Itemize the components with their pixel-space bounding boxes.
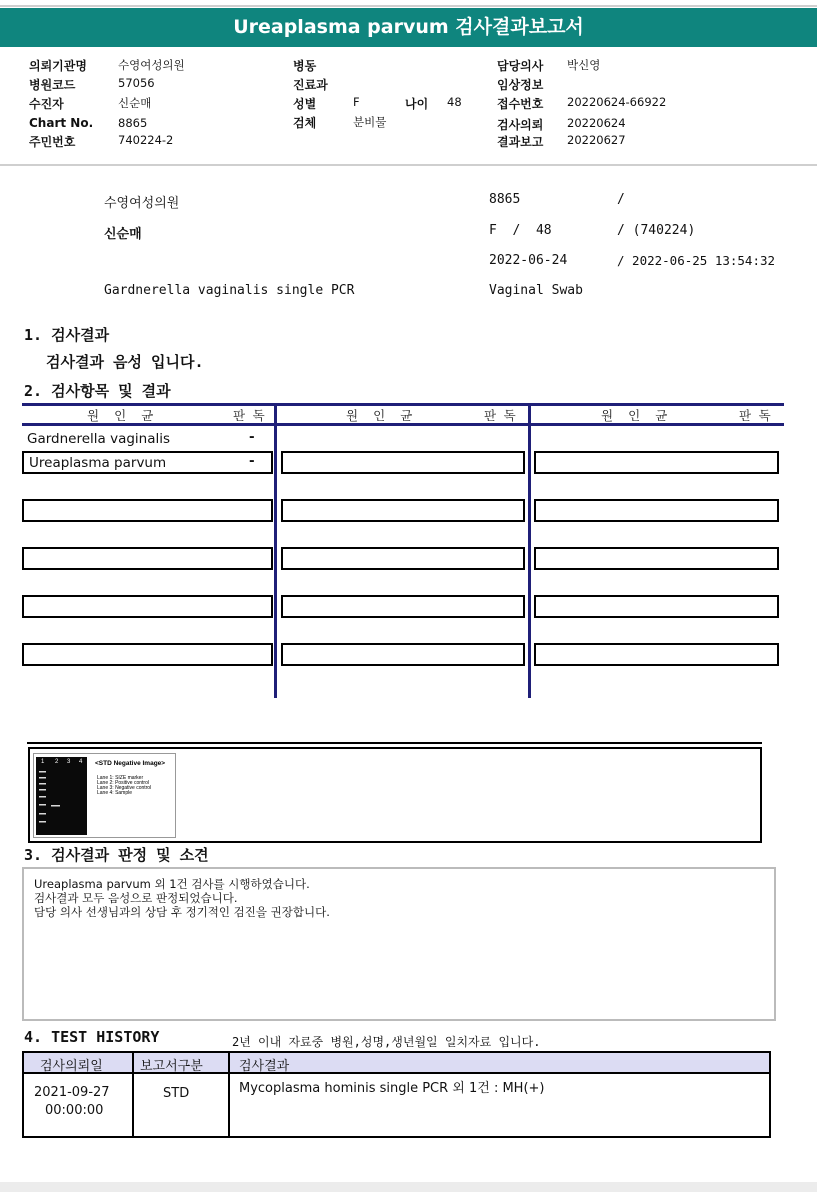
history-result: Mycoplasma hominis single PCR 외 1건 : MH(+) [239, 1081, 545, 1096]
history-table-header [24, 1053, 769, 1074]
info-chart: 8865 [489, 192, 521, 207]
image-divider [27, 742, 762, 744]
gel-bands [36, 757, 87, 835]
info-date-received: 2022-06-24 [489, 253, 568, 268]
gel-lane-4: 4 [79, 759, 83, 765]
result-cell [22, 643, 273, 666]
info-specimen: Vaginal Swab [489, 283, 583, 298]
age-label: 나이 [405, 97, 429, 111]
sex-label: 성별 [293, 97, 317, 111]
section3-heading: 3. 검사결과 판정 및 소견 [24, 846, 209, 864]
doctor-label: 담당의사 [497, 59, 544, 73]
history-col-result: 검사결과 [239, 1059, 290, 1074]
clinic-name-label: 의뢰기관명 [29, 59, 87, 73]
history-date: 2021-09-27 [34, 1085, 110, 1100]
history-col-date: 검사의뢰일 [40, 1059, 103, 1074]
col-organism-1: 원 인 균 [87, 408, 154, 423]
info-clinic: 수영여성의원 [104, 196, 180, 211]
result-cell [534, 643, 779, 666]
grid-divider-1 [274, 403, 277, 698]
col-reading-1: 판 독 [233, 408, 265, 423]
patient-value: 신순매 [118, 96, 152, 110]
report-date-value: 20220627 [567, 133, 626, 147]
history-col-type: 보고서구분 [140, 1059, 203, 1074]
info-test-name: Gardnerella vaginalis single PCR [104, 283, 355, 298]
gel-lane-1: 1 [41, 759, 45, 765]
request-date-label: 검사의뢰 [497, 118, 544, 132]
gel-legend-3: Lane 3: Negative control [97, 785, 152, 791]
history-divider-1 [132, 1053, 134, 1137]
result-cell [281, 595, 525, 618]
header-divider [0, 164, 817, 166]
receipt-no-label: 접수번호 [497, 97, 544, 111]
opinion-line: 담당 의사 선생님과의 상담 후 정기적인 검진을 권장합니다. [34, 905, 330, 919]
info-date-reported: / 2022-06-25 13:54:32 [617, 253, 776, 268]
info-patient-name: 신순매 [104, 227, 142, 242]
gel-legend-1: Lane 1: SIZE marker [97, 775, 144, 781]
section4-heading: 4. TEST HISTORY [24, 1028, 160, 1046]
result-cell [534, 499, 779, 522]
organism-gardnerella: Gardnerella vaginalis [27, 431, 171, 447]
clinical-info-label: 임상정보 [497, 78, 544, 92]
gel-legend-4: Lane 4: Sample [97, 790, 133, 796]
grid-divider-2 [528, 403, 531, 698]
resident-no-value: 740224-2 [118, 133, 174, 147]
report-date-label: 결과보고 [497, 135, 544, 149]
hospital-code-value: 57056 [118, 76, 155, 90]
info-resident: / (740224) [617, 223, 696, 238]
ward-label: 병동 [293, 59, 317, 73]
gel-lanes [36, 757, 87, 835]
col-reading-2: 판 독 [484, 408, 516, 423]
result-cell [281, 451, 525, 474]
opinion-line: Ureaplasma parvum 외 1건 검사를 시행하였습니다. [34, 877, 310, 891]
result-cell [534, 451, 779, 474]
organism-ureaplasma: Ureaplasma parvum [29, 455, 167, 471]
gel-title: <STD Negative Image> [95, 760, 166, 767]
sex-value: F [353, 95, 360, 109]
history-divider-2 [228, 1053, 230, 1137]
chart-no-label: Chart No. [29, 116, 94, 130]
chart-no-value: 8865 [118, 116, 148, 130]
info-sex-age: F / 48 [489, 223, 552, 238]
age-value: 48 [447, 95, 462, 109]
result-cell [281, 547, 525, 570]
result-cell [22, 547, 273, 570]
result-cell [534, 595, 779, 618]
result-cell [281, 643, 525, 666]
clinic-name-value: 수영여성의원 [118, 58, 185, 72]
result-cell [281, 499, 525, 522]
info-slash: / [617, 192, 625, 207]
section1-heading: 1. 검사결과 [24, 326, 110, 344]
request-date-value: 20220624 [567, 116, 626, 130]
opinion-box [22, 867, 776, 1021]
hospital-code-label: 병원코드 [29, 78, 76, 92]
opinion-line: 검사결과 모두 음성으로 판정되었습니다. [34, 891, 238, 905]
section1-result: 검사결과 음성 입니다. [46, 353, 204, 371]
resident-no-label: 주민번호 [29, 135, 76, 149]
gel-lane-3: 3 [67, 759, 71, 765]
gel-legend-2: Lane 2: Positive control [97, 780, 149, 786]
doctor-value: 박신영 [567, 58, 601, 72]
result-cell [534, 547, 779, 570]
result-cell [22, 595, 273, 618]
result-cell [22, 499, 273, 522]
reading-gardnerella: - [249, 429, 255, 445]
top-divider [0, 5, 817, 7]
reading-ureaplasma: - [249, 453, 255, 469]
footer-bar [0, 1182, 817, 1192]
receipt-no-value: 20220624-66922 [567, 95, 667, 109]
history-type: STD [163, 1086, 190, 1101]
grid-header-border [22, 423, 784, 426]
department-label: 진료과 [293, 78, 328, 92]
col-organism-2: 원 인 균 [346, 408, 413, 423]
patient-label: 수진자 [29, 97, 64, 111]
history-note: 2년 이내 자료중 병원,성명,생년월일 일치자료 입니다. [232, 1035, 541, 1049]
specimen-value: 분비물 [353, 115, 387, 129]
section2-heading: 2. 검사항목 및 결과 [24, 382, 171, 400]
gel-lane-2: 2 [55, 759, 59, 765]
specimen-label: 검체 [293, 116, 317, 130]
col-reading-3: 판 독 [739, 408, 771, 423]
report-title: Ureaplasma parvum 검사결과보고서 [0, 8, 817, 47]
col-organism-3: 원 인 균 [601, 408, 668, 423]
history-time: 00:00:00 [45, 1103, 104, 1118]
